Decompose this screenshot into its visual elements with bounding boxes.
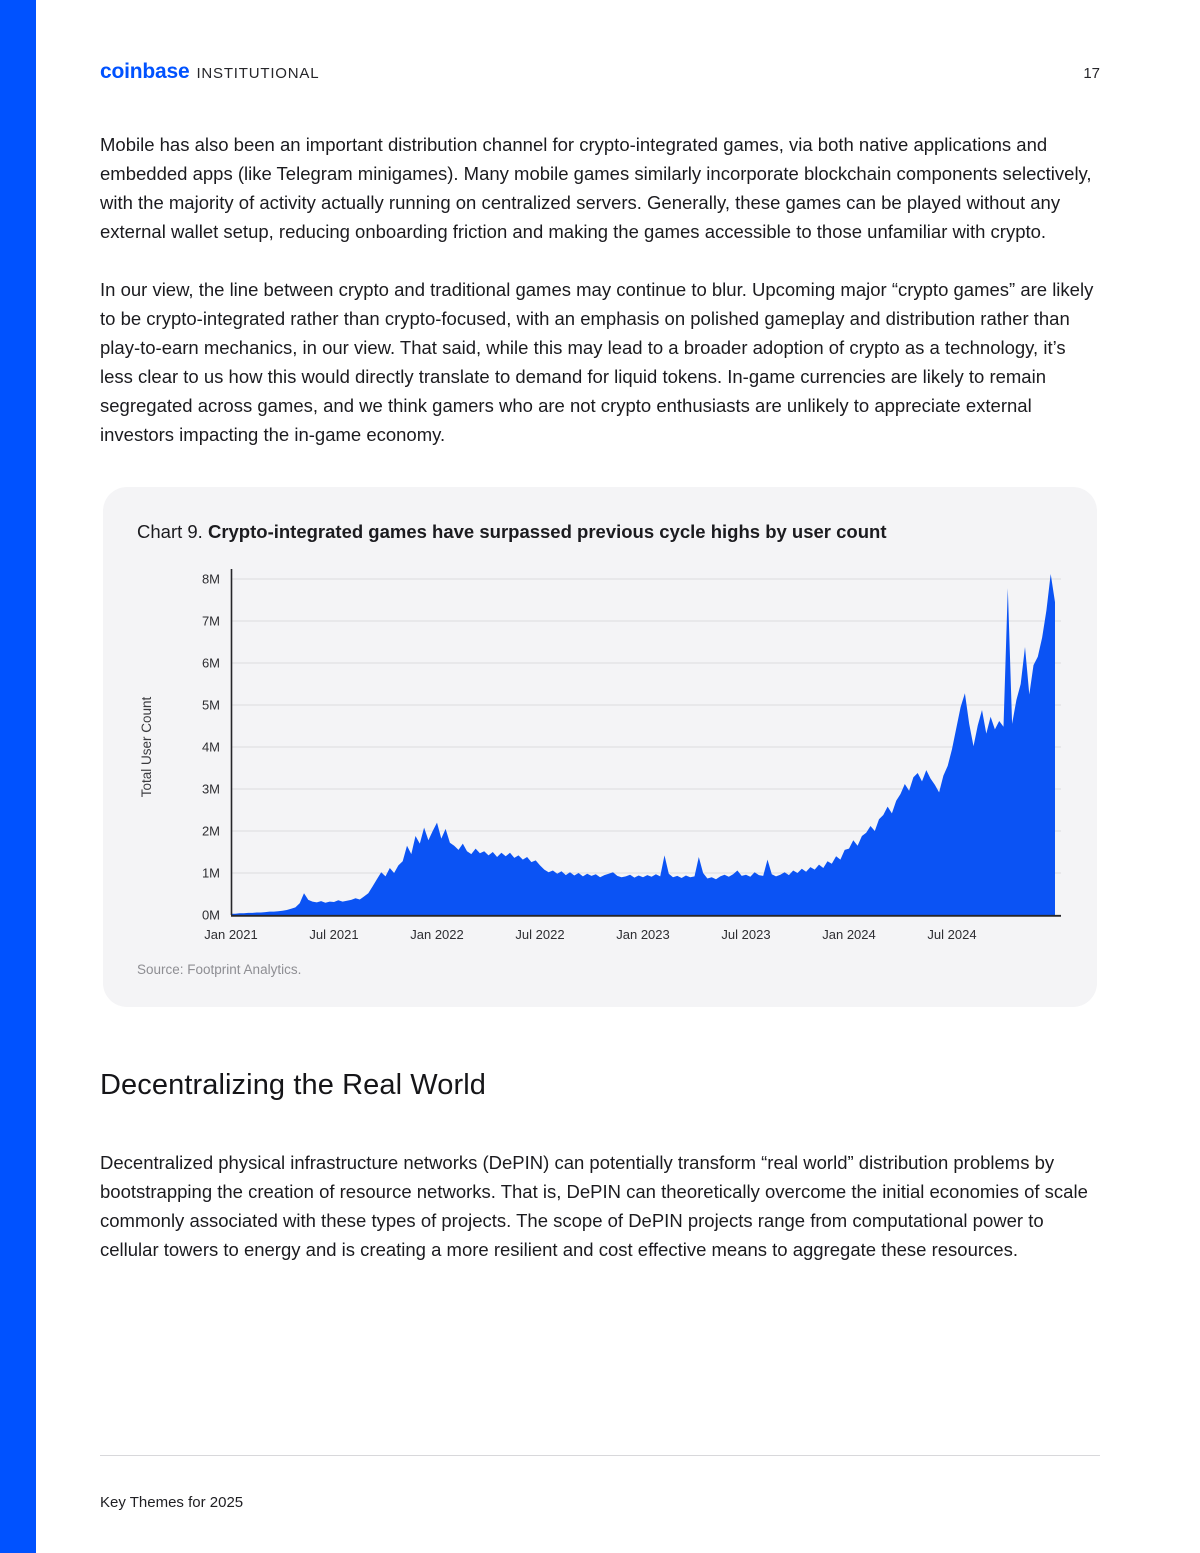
page-number: 17: [1083, 65, 1100, 82]
svg-text:7M: 7M: [201, 613, 220, 629]
svg-text:Jul 2021: Jul 2021: [309, 927, 359, 942]
paragraph-crypto-traditional-blur: In our view, the line between crypto and traditional games may continue to blur. Upcoming major “crypto games” are likely to be crypto-integrated rather than crypto-focused, with an emphasis on polished gameplay and distribution rather than play-to-earn mechanics, in our view. That said, while this may lead to a broader adoption of crypto as a technology, it’s less clear to us how this would directly translate to demand for liquid tokens. In-game currencies are likely to remain segregated across games, and we think gamers who are not crypto enthusiasts are unlikely to appreciate external investors impacting the in-game economy.: [100, 279, 1094, 445]
section-heading-depin: Decentralizing the Real World: [100, 1069, 486, 1101]
chart-card: [103, 487, 1097, 1007]
chart-title: [135, 521, 1065, 543]
user-count-area-chart: [135, 565, 1065, 947]
svg-text:Jan 2022: Jan 2022: [410, 927, 464, 942]
footer-report-title: Key Themes for 2025: [100, 1494, 244, 1511]
svg-text:5M: 5M: [201, 697, 220, 713]
svg-text:4M: 4M: [201, 739, 220, 755]
paragraph-mobile-distribution: Mobile has also been an important distribution channel for crypto-integrated games, via both native applications and embedded apps (like Telegram minigames). Many mobile games similarly incorporate blockchain components selectively, with the majority of activity actually running on centralized servers. Generally, these games can be played without any external wallet setup, reducing onboarding friction and making the games accessible to those unfamiliar with crypto.: [100, 134, 1092, 242]
svg-text:Jan 2021: Jan 2021: [204, 927, 258, 942]
svg-text:1M: 1M: [201, 865, 220, 881]
svg-text:Jan 2024: Jan 2024: [822, 927, 876, 942]
svg-text:Jul 2023: Jul 2023: [721, 927, 771, 942]
paragraph-depin: Decentralized physical infrastructure networks (DePIN) can potentially transform “real world” distribution problems by bootstrapping the creation of resource networks. That is, DePIN can theoretically overcome the initial economies of scale commonly associated with these types of projects. The scope of DePIN projects range from computational power to cellular towers to energy and is creating a more resilient and cost effective means to aggregate these resources.: [100, 1152, 1088, 1260]
svg-text:2M: 2M: [201, 823, 220, 839]
brand-lockup: [100, 60, 319, 84]
svg-text:8M: 8M: [201, 571, 220, 587]
page-content: [100, 0, 1100, 1264]
page-header: [100, 0, 1100, 84]
svg-text:Jan 2023: Jan 2023: [616, 927, 670, 942]
chart-title-text: Crypto-integrated games have surpassed previous cycle highs by user count: [207, 521, 887, 542]
svg-text:Jul 2024: Jul 2024: [927, 927, 977, 942]
coinbase-logo: coinbase: [100, 60, 190, 83]
page-accent-bar: [0, 0, 36, 1553]
svg-text:Jul 2022: Jul 2022: [515, 927, 565, 942]
chart-source: Source: Footprint Analytics.: [137, 962, 302, 977]
svg-text:0M: 0M: [201, 907, 220, 923]
footer-divider: [100, 1455, 1100, 1456]
svg-text:6M: 6M: [201, 655, 220, 671]
brand-suffix: INSTITUTIONAL: [196, 65, 320, 82]
svg-text:3M: 3M: [201, 781, 220, 797]
chart-number-label: Chart 9.: [137, 521, 208, 542]
chart-plot-area: [135, 565, 1065, 952]
y-axis-title: Total User Count: [139, 696, 154, 798]
